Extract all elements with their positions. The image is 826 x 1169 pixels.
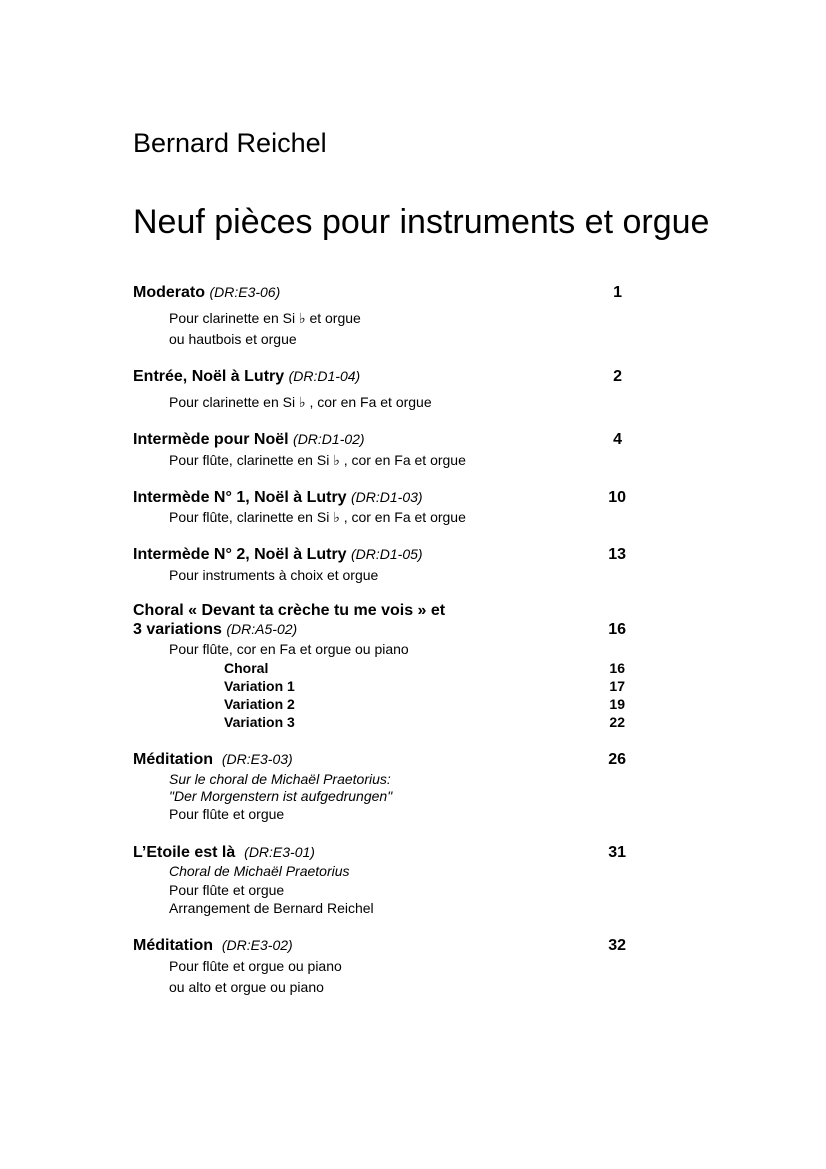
instrumentation-line: Pour flûte, clarinette en Si ♭ , cor en Fa et orgue	[169, 452, 466, 468]
source-note: "Der Morgenstern ist aufgedrungen"	[169, 788, 393, 804]
instrumentation-line: Pour clarinette en Si ♭ , cor en Fa et orgue	[169, 394, 432, 410]
sub-entry-page: 19	[609, 696, 625, 712]
toc-entry-title: Intermède pour Noël (DR:D1-02)	[133, 431, 365, 448]
sub-entry-label: Choral	[224, 660, 269, 676]
instrumentation-line: ou alto et orgue ou piano	[169, 979, 324, 995]
instrumentation-line: Pour flûte, cor en Fa et orgue ou piano	[169, 641, 409, 657]
instrumentation-line: ou hautbois et orgue	[169, 331, 297, 347]
toc-entry-title: Méditation (DR:E3-03)	[133, 751, 293, 768]
instrumentation-line: Pour flûte, clarinette en Si ♭ , cor en Fa et orgue	[169, 509, 466, 525]
page-title: Neuf pièces pour instruments et orgue	[133, 203, 710, 241]
page-number: 26	[608, 751, 626, 768]
sub-entry-page: 22	[609, 714, 625, 730]
page-number: 32	[608, 937, 626, 954]
toc-entry-title: Entrée, Noël à Lutry (DR:D1-04)	[133, 368, 361, 385]
instrumentation-line: Pour flûte et orgue	[169, 882, 285, 898]
page-number: 31	[608, 844, 626, 861]
instrumentation-line: Pour instruments à choix et orgue	[169, 567, 379, 583]
sub-entry-page: 17	[609, 678, 625, 694]
catalog-code: (DR:A5-02)	[226, 621, 298, 637]
page-number: 4	[613, 431, 622, 448]
arrangement-line: Arrangement de Bernard Reichel	[169, 900, 374, 916]
instrumentation-line: Pour flûte et orgue	[169, 806, 285, 822]
toc-entry-title: Intermède N° 1, Noël à Lutry (DR:D1-03)	[133, 489, 423, 506]
page-number: 1	[613, 284, 622, 301]
toc-entry-title: L’Etoile est là (DR:E3-01)	[133, 844, 315, 861]
page-number: 13	[608, 546, 626, 563]
page-number: 16	[608, 621, 626, 638]
catalog-code: (DR:D1-02)	[293, 431, 365, 447]
sub-entry-label: Variation 3	[224, 714, 295, 730]
page-number: 2	[613, 368, 622, 385]
catalog-code: (DR:D1-05)	[351, 546, 423, 562]
toc-entry-title: Moderato (DR:E3-06)	[133, 284, 281, 301]
sub-entry-label: Variation 1	[224, 678, 295, 694]
instrumentation-line: Pour flûte et orgue ou piano	[169, 958, 342, 974]
toc-entry-title: Méditation (DR:E3-02)	[133, 937, 293, 954]
sub-entry-label: Variation 2	[224, 696, 295, 712]
source-note: Choral de Michaël Praetorius	[169, 863, 350, 879]
toc-entry-title: 3 variations (DR:A5-02)	[133, 621, 298, 638]
catalog-code: (DR:D1-03)	[351, 489, 423, 505]
catalog-code: (DR:E3-03)	[221, 751, 293, 767]
toc-entry-title-line1: Choral « Devant ta crèche tu me vois » et	[133, 602, 446, 619]
catalog-code: (DR:E3-06)	[209, 284, 281, 300]
catalog-code: (DR:D1-04)	[288, 368, 361, 384]
toc-entry-title: Intermède N° 2, Noël à Lutry (DR:D1-05)	[133, 546, 423, 563]
catalog-code: (DR:E3-01)	[244, 844, 315, 860]
instrumentation-line: Pour clarinette en Si ♭ et orgue	[169, 310, 361, 326]
composer-name: Bernard Reichel	[133, 128, 327, 158]
sub-entry-page: 16	[609, 660, 625, 676]
source-note: Sur le choral de Michaël Praetorius:	[169, 771, 391, 787]
catalog-code: (DR:E3-02)	[221, 937, 293, 953]
page-number: 10	[608, 489, 626, 506]
